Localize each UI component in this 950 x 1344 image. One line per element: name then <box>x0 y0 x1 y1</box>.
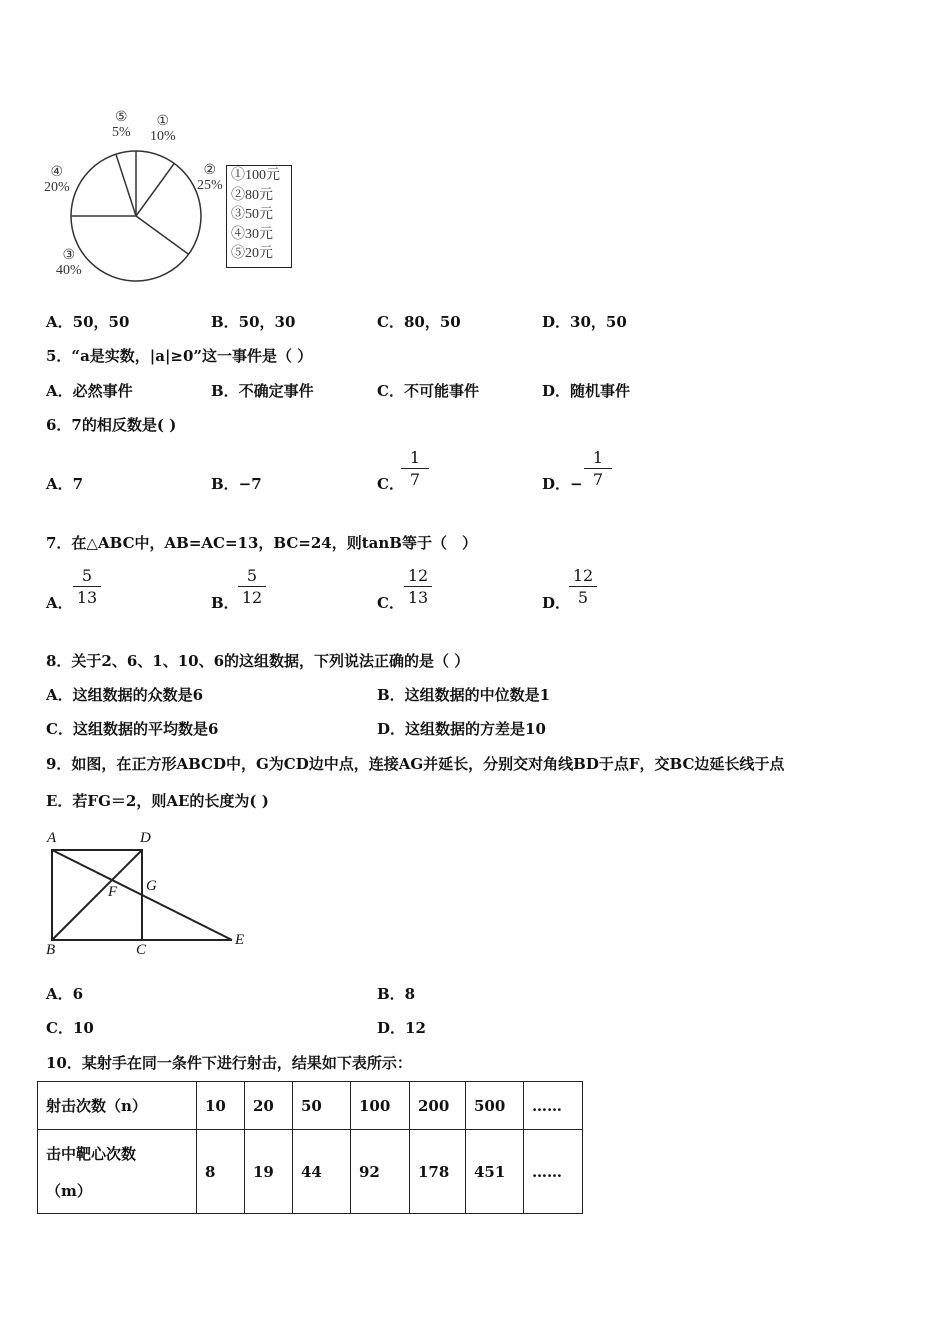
q7-option-c: C． <box>377 594 404 612</box>
table-cell: 500 <box>466 1082 524 1130</box>
q7-b-fraction: $\frac{5}{12}$ <box>238 566 266 607</box>
table-cell: …… <box>524 1130 583 1214</box>
q5-option-a: A．必然事件 <box>46 382 133 400</box>
q7-option-d: D． <box>542 594 571 612</box>
q5-stem: 5．“a是实数，|a|≥0”这一事件是（ ） <box>46 347 313 365</box>
point-e-label: E <box>235 932 245 948</box>
q7-stem: 7．在△ABC中，AB=AC=13，BC=24，则tanB等于（ ） <box>46 534 477 552</box>
legend-item: ①100元 <box>231 168 280 183</box>
q8-option-d: D．这组数据的方差是10 <box>377 720 546 738</box>
q6-stem: 6．7的相反数是( ) <box>46 416 177 434</box>
diagonal-bd <box>52 850 142 940</box>
point-b-label: B <box>46 942 56 958</box>
q9-stem-line1: 9．如图，在正方形ABCD中，G为CD边中点，连接AG并延长，分别交对角线BD于点F，交BC边延长线于点 <box>46 755 785 773</box>
q9-option-a: A．6 <box>46 985 84 1003</box>
square-geometry-figure <box>0 830 260 970</box>
q8-option-c: C．这组数据的平均数是6 <box>46 720 219 738</box>
pie-legend <box>226 165 292 268</box>
legend-item: ④30元 <box>231 226 273 242</box>
pie-label-1: ① 10% <box>150 114 176 144</box>
pie-slice-boundary-5 <box>116 154 136 216</box>
legend-item: ⑤20元 <box>231 246 273 261</box>
row-header: 射击次数（n） <box>38 1082 197 1130</box>
q7-option-a: A． <box>46 594 73 612</box>
q6-option-c: C． <box>377 475 404 493</box>
q9-option-d: D．12 <box>377 1019 426 1037</box>
point-f-label: F <box>108 884 118 900</box>
table-cell: 19 <box>245 1130 293 1214</box>
q5-option-d: D．随机事件 <box>542 382 631 400</box>
q8-option-b: B．这组数据的中位数是1 <box>377 686 551 704</box>
table-row-shots <box>38 1082 583 1130</box>
legend-item: ②80元 <box>231 187 273 203</box>
q5-option-c: C．不可能事件 <box>377 382 479 400</box>
pie-label-2: ② 25% <box>197 163 223 193</box>
pie-slice-boundary-2 <box>136 163 174 216</box>
point-a-label: A <box>47 830 57 846</box>
q6-option-b: B．−7 <box>211 475 262 493</box>
pie-label-5: ⑤ 5% <box>112 110 131 140</box>
table-cell: 44 <box>293 1130 351 1214</box>
q4-option-d: D．30，50 <box>542 313 627 331</box>
pie-label-4: ④ 20% <box>44 165 70 195</box>
table-cell: 451 <box>466 1130 524 1214</box>
table-cell: …… <box>524 1082 583 1130</box>
q6-option-a: A．7 <box>46 475 84 493</box>
table-cell: 92 <box>351 1130 410 1214</box>
pie-label-3: ③ 40% <box>56 248 82 278</box>
q6-c-fraction: $\frac{1}{7}$ <box>401 448 429 489</box>
q8-option-a: A．这组数据的众数是6 <box>46 686 204 704</box>
shooting-results-table <box>37 1081 583 1214</box>
table-cell: 100 <box>351 1082 410 1130</box>
table-cell: 178 <box>410 1130 466 1214</box>
q9-option-c: C．10 <box>46 1019 94 1037</box>
table-cell: 200 <box>410 1082 466 1130</box>
row-header-line: （m） <box>46 1181 92 1200</box>
table-cell: 10 <box>197 1082 245 1130</box>
row-header <box>38 1130 197 1214</box>
q9-option-b: B．8 <box>377 985 416 1003</box>
q10-stem: 10．某射手在同一条件下进行射击，结果如下表所示： <box>46 1054 412 1072</box>
q7-c-fraction: $\frac{12}{13}$ <box>404 566 432 607</box>
row-header-line: 击中靶心次数 <box>46 1144 137 1163</box>
table-cell: 20 <box>245 1082 293 1130</box>
table-cell: 50 <box>293 1082 351 1130</box>
q7-option-b: B． <box>211 594 239 612</box>
point-g-label: G <box>146 878 157 894</box>
table-cell: 8 <box>197 1130 245 1214</box>
q4-option-c: C．80，50 <box>377 313 461 331</box>
q6-d-fraction: $\frac{1}{7}$ <box>584 448 612 489</box>
q4-option-a: A．50，50 <box>46 313 130 331</box>
q7-a-fraction: $\frac{5}{13}$ <box>73 566 101 607</box>
q8-stem: 8．关于2、6、1、10、6的这组数据，下列说法正确的是（ ） <box>46 652 470 670</box>
q9-stem-line2: E．若FG＝2，则AE的长度为( ) <box>46 792 269 810</box>
q5-option-b: B．不确定事件 <box>211 382 314 400</box>
q6-option-d: D．− <box>542 475 583 493</box>
point-d-label: D <box>140 830 151 846</box>
point-c-label: C <box>136 942 147 958</box>
table-row-hits <box>38 1130 583 1214</box>
pie-slice-boundary-3 <box>136 216 189 254</box>
legend-item: ③50元 <box>231 207 273 222</box>
q4-option-b: B．50，30 <box>211 313 296 331</box>
q7-d-fraction: $\frac{12}{5}$ <box>569 566 597 607</box>
